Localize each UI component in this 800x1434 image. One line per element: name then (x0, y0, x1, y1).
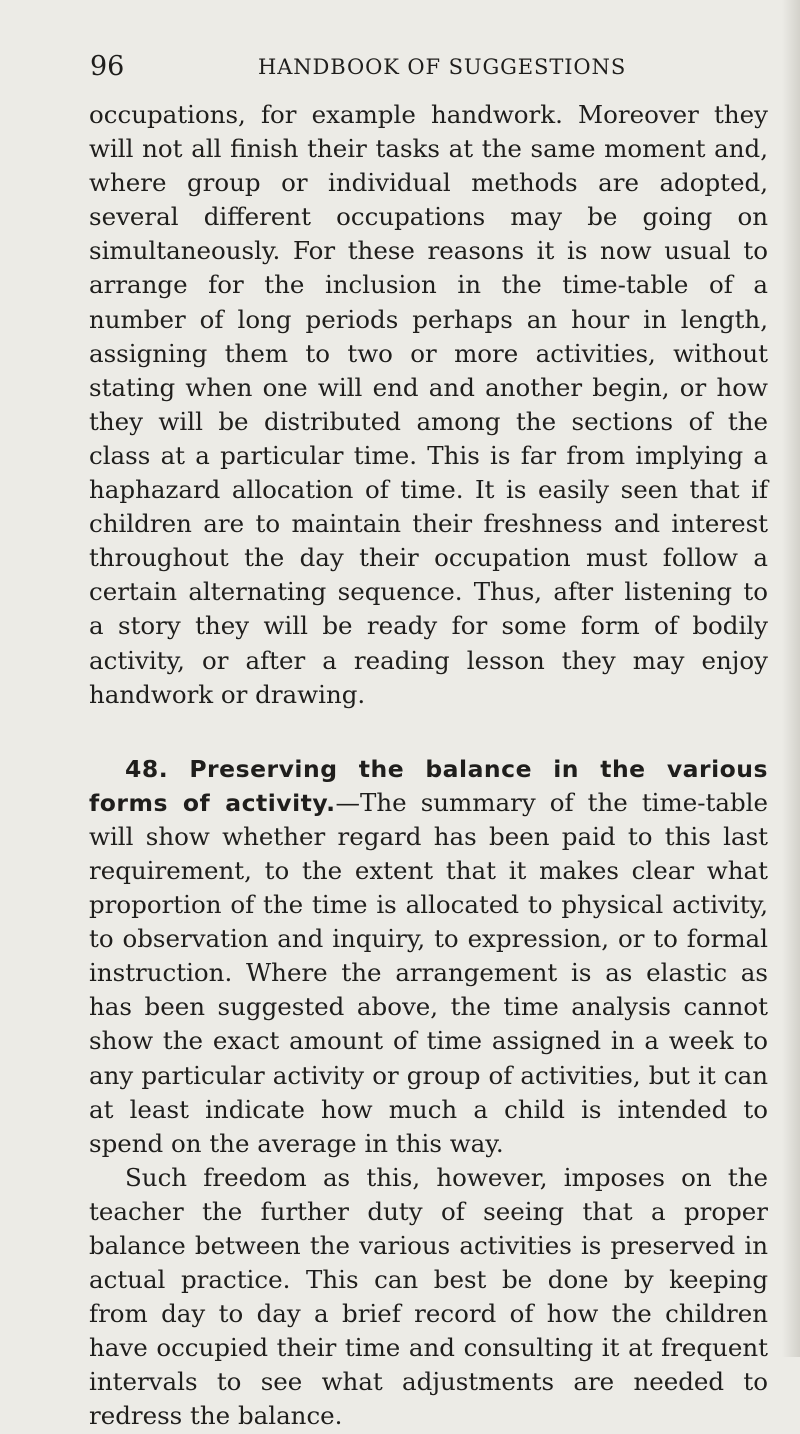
page-edge-shadow (782, 0, 800, 1357)
paragraph: Such freedom as this, however, imposes on the teacher the further duty of seeing that a proper balance between the various activities is preserved in actual practice. This can best be done by keeping from day to day a brief record of how the children have occupied their time and consulting it at frequent intervals to see what adjustments are needed to redress the balance. (89, 1162, 768, 1431)
body-text (89, 98, 768, 1434)
running-head-title: HANDBOOK OF SUGGESTIONS (258, 55, 627, 79)
section-text: —The summary of the time-table will show whether regard has been paid to this last requirement, to the extent that it makes clear what proportion of the time is allocated to physical activity, to observation and inquiry, to expression, or to formal instruction. Where the arrangement is as elastic as has been suggested above, the time analysis cannot show the exact amount of time assigned in a week to any particular activity or group of activities, but it can at least indicate how much a child is intended to spend on the average in this way. (89, 787, 768, 1158)
running-head (90, 50, 770, 84)
section-48-paragraph (89, 752, 768, 1161)
paragraph-continued: occupations, for example handwork. Moreover they will not all finish their tasks at the same moment and, where group or individual methods are adopted, several different occupations may be going on simultaneously. For these reasons it is now usual to arrange for the inclusion in the time-table of a number of long periods perhaps an hour in length, assigning them to two or more activities, without stating when one will end and another begin, or how they will be distributed among the sections of the class at a particular time. This is far from implying a haphazard allocation of time. It is easily seen that if children are to maintain their freshness and interest throughout the day their occupation must follow a certain alternating sequence. Thus, after listening to a story they will be ready for some form of bodily activity, or after a reading lesson they may enjoy handwork or drawing. (89, 100, 768, 709)
page-number: 96 (90, 51, 125, 82)
section-heading: 48. Preserving the balance in the various forms of activity. (89, 754, 768, 817)
